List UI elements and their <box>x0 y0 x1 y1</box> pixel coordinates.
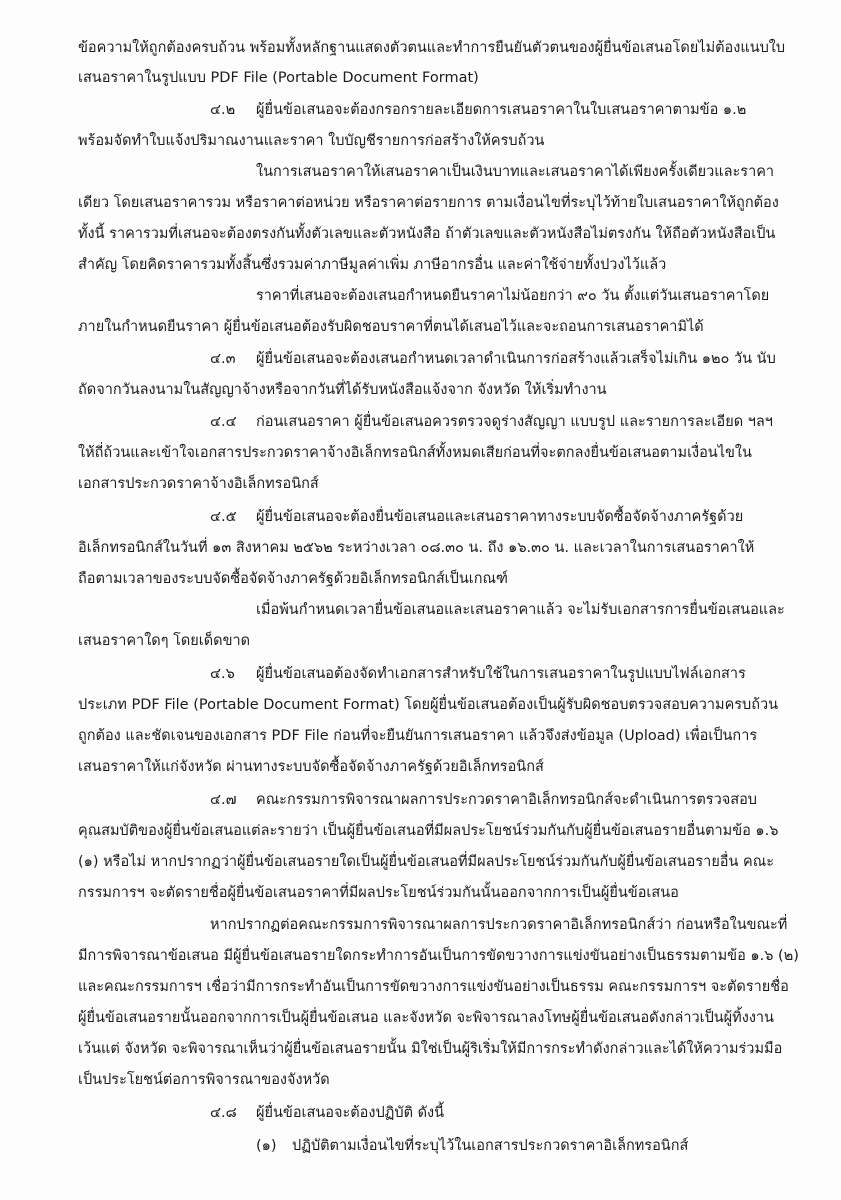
body-line: ผู้ยื่นข้อเสนอรายนั้นออกจากการเป็นผู้ยื่นข้อเสนอ และจังหวัด จะพิจารณาลงโทษผู้ยื่นข้อเสนอดังกล่าวเป็นผู้ทิ้งงาน <box>78 1010 774 1026</box>
body-line: อิเล็กทรอนิกส์ในวันที่ ๑๓ สิงหาคม ๒๕๖๒ ระหว่างเวลา ๐๘.๓๐ น. ถึง ๑๖.๓๐ น. และเวลาในการเสนอราคาให้ <box>78 540 755 556</box>
clause-4-8 <box>210 1103 444 1123</box>
body-line: ข้อความให้ถูกต้องครบถ้วน พร้อมทั้งหลักฐานแสดงตัวตนและทำการยืนยันตัวตนของผู้ยื่นข้อเสนอโดยไม่ต้องแนบใบ <box>78 40 786 56</box>
clause-number: ๔.๓ <box>210 351 236 367</box>
clause-text: ผู้ยื่นข้อเสนอต้องจัดทำเอกสารสำหรับใช้ในการเสนอราคาในรูปแบบไฟล์เอกสาร <box>256 666 746 682</box>
clause-number: ๔.๘ <box>210 1105 237 1121</box>
clause-4-2 <box>210 100 746 120</box>
clause-text: ผู้ยื่นข้อเสนอจะต้องเสนอกำหนดเวลาดำเนินการก่อสร้างแล้วเสร็จไม่เกิน ๑๒๐ วัน นับ <box>256 351 776 367</box>
body-line: หากปรากฏต่อคณะกรรมการพิจารณาผลการประกวดราคาอิเล็กทรอนิกส์ว่า ก่อนหรือในขณะที่ <box>210 917 788 933</box>
body-line: กรรมการฯ จะตัดรายชื่อผู้ยื่นข้อเสนอราคาที่มีผลประโยชน์ร่วมกันนั้นออกจากการเป็นผู้ยื่นข้อเสนอ <box>78 885 679 901</box>
clause-4-3 <box>210 349 776 369</box>
clause-number: ๔.๔ <box>210 414 237 430</box>
body-line: ถูกต้อง และชัดเจนของเอกสาร PDF File ก่อนที่จะยืนยันการเสนอราคา แล้วจึงส่งข้อมูล (Upload) เพื่อเป็นการ <box>78 728 758 744</box>
clause-4-6 <box>210 664 746 684</box>
body-line: ถัดจากวันลงนามในสัญญาจ้างหรือจากวันที่ได้รับหนังสือแจ้งจาก จังหวัด ให้เริ่มทำงาน <box>78 382 607 398</box>
sub-clause-1 <box>256 1136 688 1156</box>
body-line: ประเภท PDF File (Portable Document Format) โดยผู้ยื่นข้อเสนอต้องเป็นผู้รับผิดชอบตรวจสอบความครบถ้วน <box>78 697 779 713</box>
clause-text: ปฏิบัติตามเงื่อนไขที่ระบุไว้ในเอกสารประกวดราคาอิเล็กทรอนิกส์ <box>292 1138 689 1154</box>
body-line: เสนอราคาให้แก่จังหวัด ผ่านทางระบบจัดซื้อจัดจ้างภาครัฐด้วยอิเล็กทรอนิกส์ <box>78 759 544 775</box>
clause-4-5 <box>210 507 743 527</box>
body-line: เสนอราคาใดๆ โดยเด็ดขาด <box>78 633 251 649</box>
clause-text: ผู้ยื่นข้อเสนอจะต้องกรอกรายละเอียดการเสนอราคาในใบเสนอราคาตามข้อ ๑.๒ <box>256 102 747 118</box>
body-line: เดียว โดยเสนอราคารวม หรือราคาต่อหน่วย หรือราคาต่อรายการ ตามเงื่อนไขที่ระบุไว้ท้ายใบเสนอราคาให้ถูกต้อง <box>78 195 779 211</box>
body-line: พร้อมจัดทำใบแจ้งปริมาณงานและราคา ใบบัญชีรายการก่อสร้างให้ครบถ้วน <box>78 133 545 149</box>
body-line: เอกสารประกวดราคาจ้างอิเล็กทรอนิกส์ <box>78 476 319 492</box>
clause-number: ๔.๗ <box>210 792 237 808</box>
clause-number: ๔.๖ <box>210 666 235 682</box>
body-line: สำคัญ โดยคิดราคารวมทั้งสิ้นซึ่งรวมค่าภาษีมูลค่าเพิ่ม ภาษีอากรอื่น และค่าใช้จ่ายทั้งปวงไว้แล้ว <box>78 257 667 273</box>
body-line: เว้นแต่ จังหวัด จะพิจารณาเห็นว่าผู้ยื่นข้อเสนอรายนั้น มิใช่เป็นผู้ริเริ่มให้มีการกระทำดังกล่าวและได้ให้ความร่วมมือ <box>78 1041 783 1057</box>
clause-text: ผู้ยื่นข้อเสนอจะต้องปฏิบัติ ดังนี้ <box>256 1105 445 1121</box>
clause-number: ๔.๒ <box>210 102 236 118</box>
clause-text: คณะกรรมการพิจารณาผลการประกวดราคาอิเล็กทรอนิกส์จะดำเนินการตรวจสอบ <box>256 792 757 808</box>
body-line: (๑) หรือไม่ หากปรากฏว่าผู้ยื่นข้อเสนอรายใดเป็นผู้ยื่นข้อเสนอที่มีผลประโยชน์ร่วมกันกับผู้ยื่นข้อเสนอรายอื่น คณะ <box>78 854 774 870</box>
body-line: ในการเสนอราคาให้เสนอราคาเป็นเงินบาทและเสนอราคาได้เพียงครั้งเดียวและราคา <box>256 164 775 180</box>
clause-4-4 <box>210 412 773 432</box>
body-line: มีการพิจารณาข้อเสนอ มีผู้ยื่นข้อเสนอรายใดกระทำการอันเป็นการขัดขวางการแข่งขันอย่างเป็นธรรมตามข้อ ๑.๖ (๒) <box>78 948 799 964</box>
body-line: เมื่อพ้นกำหนดเวลายื่นข้อเสนอและเสนอราคาแล้ว จะไม่รับเอกสารการยื่นข้อเสนอและ <box>256 602 785 618</box>
clause-number: ๔.๕ <box>210 509 237 525</box>
body-line: ทั้งนี้ ราคารวมที่เสนอจะต้องตรงกันทั้งตัวเลขและตัวหนังสือ ถ้าตัวเลขและตัวหนังสือไม่ตรงกัน ให้ถือตัวหนังสือเป็น <box>78 226 776 242</box>
body-line: ให้ถี่ถ้วนและเข้าใจเอกสารประกวดราคาจ้างอิเล็กทรอนิกส์ทั้งหมดเสียก่อนที่จะตกลงยื่นข้อเสนอตามเงื่อนไขใน <box>78 445 752 461</box>
body-line: เป็นประโยชน์ต่อการพิจารณาของจังหวัด <box>78 1072 330 1088</box>
body-line: ถือตามเวลาของระบบจัดซื้อจัดจ้างภาครัฐด้วยอิเล็กทรอนิกส์เป็นเกณฑ์ <box>78 571 508 587</box>
clause-number: (๑) <box>256 1138 277 1154</box>
body-line: เสนอราคาในรูปแบบ PDF File (Portable Document Format) <box>78 70 479 86</box>
body-line: คุณสมบัติของผู้ยื่นข้อเสนอแต่ละรายว่า เป็นผู้ยื่นข้อเสนอที่มีผลประโยชน์ร่วมกันกับผู้ยื่นข้อเสนอรายอื่นตามข้อ ๑.๖ <box>78 823 779 839</box>
clause-text: ก่อนเสนอราคา ผู้ยื่นข้อเสนอควรตรวจดูร่างสัญญา แบบรูป และรายการละเอียด ฯลฯ <box>256 414 773 430</box>
body-line: และคณะกรรมการฯ เชื่อว่ามีการกระทำอันเป็นการขัดขวางการแข่งขันอย่างเป็นธรรม คณะกรรมการฯ จะตัดรายชื่อ <box>78 979 789 995</box>
clause-4-7 <box>210 790 757 810</box>
clause-text: ผู้ยื่นข้อเสนอจะต้องยื่นข้อเสนอและเสนอราคาทางระบบจัดซื้อจัดจ้างภาครัฐด้วย <box>256 509 744 525</box>
body-line: ราคาที่เสนอจะต้องเสนอกำหนดยืนราคาไม่น้อยกว่า ๙๐ วัน ตั้งแต่วันเสนอราคาโดย <box>256 288 770 304</box>
body-line: ภายในกำหนดยืนราคา ผู้ยื่นข้อเสนอต้องรับผิดชอบราคาที่ตนได้เสนอไว้และจะถอนการเสนอราคามิได้ <box>78 319 704 335</box>
